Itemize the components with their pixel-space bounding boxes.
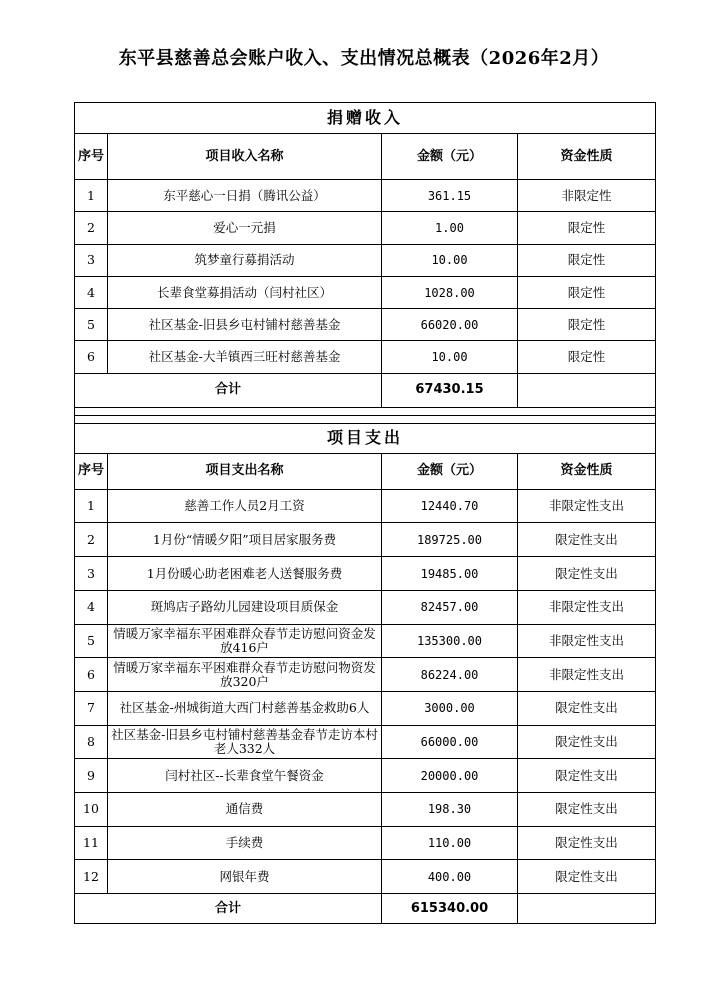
column-header-nature: 资金性质 — [518, 134, 656, 180]
column-header-name: 项目收入名称 — [108, 134, 382, 180]
income-section-header — [75, 103, 656, 134]
row-nature: 限定性支出 — [518, 725, 656, 759]
row-name: 通信费 — [108, 792, 382, 826]
table-row — [75, 860, 656, 894]
table-row — [75, 523, 656, 557]
expense-column-headers — [75, 453, 656, 489]
row-nature: 限定性 — [518, 309, 656, 341]
table-row — [75, 489, 656, 523]
row-nature: 限定性支出 — [518, 557, 656, 591]
expense-total-amount: 615340.00 — [382, 894, 518, 924]
row-amount: 400.00 — [382, 860, 518, 894]
table-row — [75, 276, 656, 308]
row-number: 2 — [75, 212, 108, 244]
income-table — [74, 102, 656, 924]
row-amount: 12440.70 — [382, 489, 518, 523]
row-nature: 限定性支出 — [518, 826, 656, 860]
row-amount: 135300.00 — [382, 624, 518, 658]
income-column-headers — [75, 134, 656, 180]
table-row — [75, 826, 656, 860]
table-row — [75, 341, 656, 373]
row-name: 情暖万家幸福东平困难群众春节走访慰问资金发放416户 — [108, 624, 382, 658]
row-number: 10 — [75, 792, 108, 826]
row-number: 7 — [75, 691, 108, 725]
row-name: 闫村社区--长辈食堂午餐资金 — [108, 759, 382, 793]
row-name: 社区基金-旧县乡屯村铺村慈善基金春节走访本村老人332人 — [108, 725, 382, 759]
row-amount: 86224.00 — [382, 658, 518, 692]
row-number: 1 — [75, 489, 108, 523]
row-number: 6 — [75, 341, 108, 373]
table-gap — [75, 415, 656, 423]
income-total-row — [75, 373, 656, 407]
expense-section-title: 项目支出 — [75, 423, 656, 453]
row-name: 斑鸠店子路幼儿园建设项目质保金 — [108, 590, 382, 624]
column-header-amount: 金额（元） — [382, 453, 518, 489]
table-row — [75, 792, 656, 826]
expense-section-header — [75, 423, 656, 453]
row-nature: 限定性支出 — [518, 759, 656, 793]
row-name: 社区基金-州城街道大西门村慈善基金救助6人 — [108, 691, 382, 725]
row-name: 社区基金-旧县乡屯村铺村慈善基金 — [108, 309, 382, 341]
row-nature: 非限定性 — [518, 180, 656, 212]
row-number: 9 — [75, 759, 108, 793]
row-nature: 限定性 — [518, 212, 656, 244]
column-header-no: 序号 — [75, 134, 108, 180]
row-nature: 限定性支出 — [518, 523, 656, 557]
row-name: 慈善工作人员2月工资 — [108, 489, 382, 523]
table-row — [75, 725, 656, 759]
table-row — [75, 691, 656, 725]
row-name: 筑梦童行募捐活动 — [108, 244, 382, 276]
income-total-empty — [518, 373, 656, 407]
table-row — [75, 624, 656, 658]
table-row — [75, 212, 656, 244]
row-name: 1月份“情暖夕阳”项目居家服务费 — [108, 523, 382, 557]
row-amount: 3000.00 — [382, 691, 518, 725]
column-header-nature: 资金性质 — [518, 453, 656, 489]
column-header-no: 序号 — [75, 453, 108, 489]
row-amount: 19485.00 — [382, 557, 518, 591]
row-number: 5 — [75, 624, 108, 658]
row-number: 8 — [75, 725, 108, 759]
column-header-name: 项目支出名称 — [108, 453, 382, 489]
row-nature: 非限定性支出 — [518, 489, 656, 523]
row-nature: 限定性支出 — [518, 691, 656, 725]
row-name: 长辈食堂募捐活动（闫村社区） — [108, 276, 382, 308]
row-amount: 1028.00 — [382, 276, 518, 308]
income-total-label: 合计 — [75, 373, 382, 407]
table-row — [75, 557, 656, 591]
income-rows — [75, 180, 656, 374]
table-row — [75, 309, 656, 341]
expense-total-row — [75, 894, 656, 924]
row-nature: 限定性 — [518, 341, 656, 373]
income-total-amount: 67430.15 — [382, 373, 518, 407]
income-section-title: 捐赠收入 — [75, 103, 656, 134]
row-number: 11 — [75, 826, 108, 860]
row-amount: 82457.00 — [382, 590, 518, 624]
row-amount: 10.00 — [382, 341, 518, 373]
column-header-amount: 金额（元） — [382, 134, 518, 180]
row-name: 1月份暖心助老困难老人送餐服务费 — [108, 557, 382, 591]
row-nature: 限定性 — [518, 244, 656, 276]
expense-total-label: 合计 — [75, 894, 382, 924]
row-number: 4 — [75, 590, 108, 624]
row-nature: 限定性支出 — [518, 792, 656, 826]
row-nature: 限定性支出 — [518, 860, 656, 894]
page-title: 东平县慈善总会账户收入、支出情况总概表（2026年2月） — [118, 48, 610, 69]
row-number: 12 — [75, 860, 108, 894]
row-nature: 非限定性支出 — [518, 590, 656, 624]
row-number: 3 — [75, 557, 108, 591]
table-row — [75, 658, 656, 692]
row-amount: 361.15 — [382, 180, 518, 212]
row-number: 6 — [75, 658, 108, 692]
row-nature: 非限定性支出 — [518, 658, 656, 692]
row-number: 5 — [75, 309, 108, 341]
row-amount: 10.00 — [382, 244, 518, 276]
row-name: 东平慈心一日捐（腾讯公益） — [108, 180, 382, 212]
row-name: 社区基金-大羊镇西三旺村慈善基金 — [108, 341, 382, 373]
row-amount: 198.30 — [382, 792, 518, 826]
table-row — [75, 590, 656, 624]
row-nature: 非限定性支出 — [518, 624, 656, 658]
expense-total-empty — [518, 894, 656, 924]
row-amount: 189725.00 — [382, 523, 518, 557]
row-amount: 1.00 — [382, 212, 518, 244]
row-name: 爱心一元捐 — [108, 212, 382, 244]
table-row — [75, 759, 656, 793]
row-amount: 66020.00 — [382, 309, 518, 341]
table-gap — [75, 407, 656, 415]
row-number: 2 — [75, 523, 108, 557]
row-amount: 66000.00 — [382, 725, 518, 759]
row-number: 1 — [75, 180, 108, 212]
expense-rows — [75, 489, 656, 893]
row-nature: 限定性 — [518, 276, 656, 308]
row-name: 手续费 — [108, 826, 382, 860]
table-row — [75, 180, 656, 212]
row-amount: 20000.00 — [382, 759, 518, 793]
row-number: 3 — [75, 244, 108, 276]
row-name: 情暖万家幸福东平困难群众春节走访慰问物资发放320户 — [108, 658, 382, 692]
row-name: 网银年费 — [108, 860, 382, 894]
row-amount: 110.00 — [382, 826, 518, 860]
table-row — [75, 244, 656, 276]
row-number: 4 — [75, 276, 108, 308]
